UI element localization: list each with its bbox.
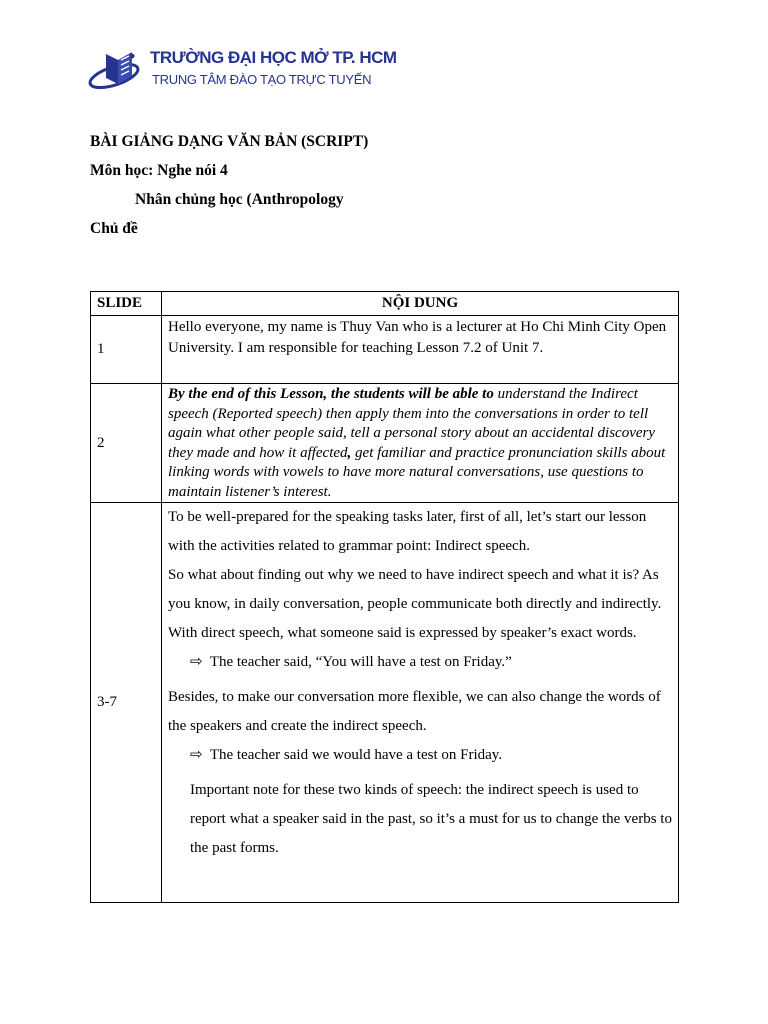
logo-center-name: TRUNG TÂM ĐÀO TẠO TRỰC TUYẾN [152, 72, 372, 87]
slide-content: Hello everyone, my name is Thuy Van who is a lecturer at Ho Chi Minh City Open University. I am responsible for teaching Lesson 7.2 of Unit 7. [162, 316, 679, 384]
header-content: NỘI DUNG [162, 292, 679, 316]
arrow-icon: ⇨ [190, 654, 203, 670]
paragraph: To be well-prepared for the speaking tasks later, first of all, let’s start our lesson with the activities related to grammar point: Indirect speech. [168, 509, 647, 554]
document-title: BÀI GIẢNG DẠNG VĂN BẢN (SCRIPT) [90, 133, 369, 150]
arrow-icon: ⇨ [190, 747, 203, 763]
example-direct [168, 648, 672, 677]
paragraph: Besides, to make our conversation more flexible, we can also change the words of the speakers and create the indirect speech. [168, 689, 661, 734]
objective-text-a: understand the Indirect speech (Reported speech) then apply them into the conversations in order to tell again what other people said, tell a personal story about an accidental discovery they made and how it affected [168, 386, 656, 461]
book-logo-icon [88, 46, 148, 94]
objective-comma: , [347, 444, 352, 461]
slide-number: 3-7 [91, 503, 162, 903]
example-text: The teacher said we would have a test on Friday. [209, 747, 503, 763]
topic-line: Nhân chủng học (Anthropology [135, 191, 344, 208]
table-row [91, 316, 679, 384]
slide-number: 2 [91, 384, 162, 503]
slide-number: 1 [91, 316, 162, 384]
subject-line: Môn học: Nghe nói 4 [90, 162, 228, 179]
theme-line: Chủ đề [90, 220, 138, 237]
slide-content [162, 384, 679, 503]
script-table [90, 291, 679, 903]
table-row [91, 503, 679, 903]
objective-lead: By the end of this Lesson, the students will be able to [168, 386, 494, 402]
objective-text-b: get familiar and practice pronunciation skills about linking words with vowels to have more natural conversations, use questions to maintain listener’s interest. [168, 444, 666, 500]
table-row [91, 384, 679, 503]
important-note: Important note for these two kinds of speech: the indirect speech is used to report what a speaker said in the past, so it’s a must for us to change the verbs to the past forms. [190, 782, 672, 856]
table-header-row [91, 292, 679, 316]
example-text: The teacher said, “You will have a test on Friday.” [209, 654, 512, 670]
university-logo [88, 42, 397, 98]
logo-university-name: TRƯỜNG ĐẠI HỌC MỞ TP. HCM [150, 48, 397, 67]
example-indirect [168, 741, 672, 770]
header-slide: SLIDE [91, 292, 162, 316]
slide-content [162, 503, 679, 903]
paragraph: So what about finding out why we need to have indirect speech and what it is? As you know, in daily conversation, people communicate both directly and indirectly. With direct speech, what someone said is expressed by speaker’s exact words. [168, 567, 662, 641]
